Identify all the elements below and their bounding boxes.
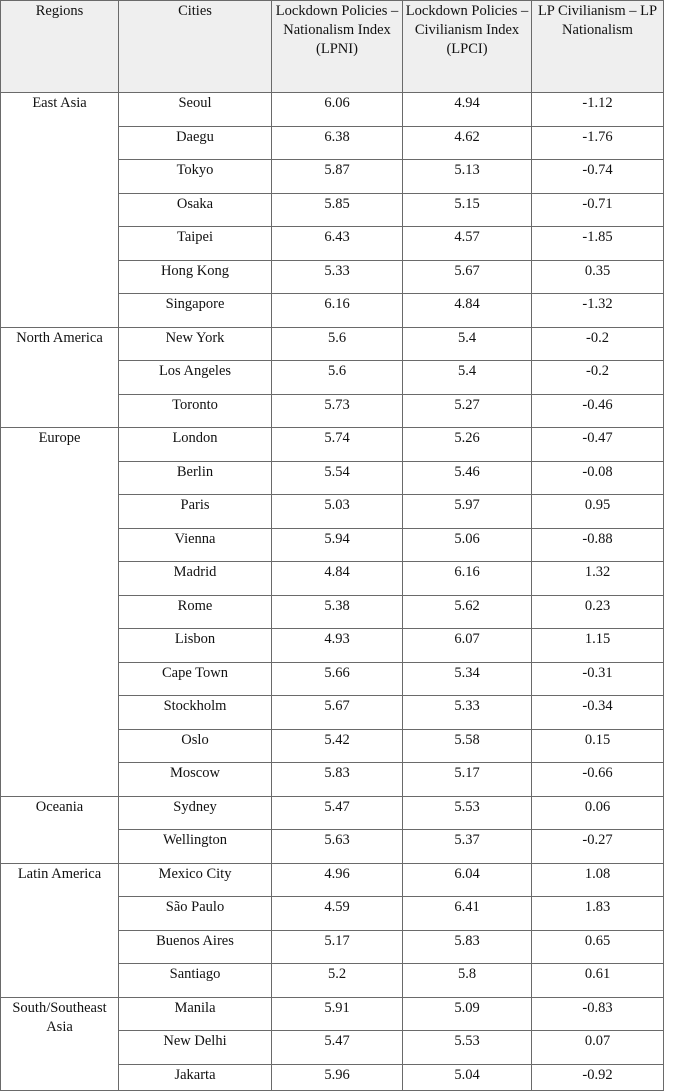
lpni-cell: 5.83 <box>272 763 403 797</box>
lpci-cell: 5.27 <box>403 394 532 428</box>
region-cell: South/Southeast Asia <box>1 997 119 1090</box>
table-body <box>1 93 664 1091</box>
city-cell: São Paulo <box>119 897 272 931</box>
city-cell: Buenos Aires <box>119 930 272 964</box>
lpci-cell: 5.06 <box>403 528 532 562</box>
lpci-cell: 6.07 <box>403 629 532 663</box>
lpni-cell: 5.96 <box>272 1064 403 1090</box>
lpci-cell: 5.17 <box>403 763 532 797</box>
lpci-cell: 5.62 <box>403 595 532 629</box>
difference-cell: -1.76 <box>532 126 664 160</box>
lpni-cell: 5.74 <box>272 428 403 462</box>
table-header <box>1 1 664 93</box>
city-cell: Taipei <box>119 227 272 261</box>
table-row <box>1 863 664 897</box>
table-row <box>1 997 664 1031</box>
lpni-cell: 5.66 <box>272 662 403 696</box>
table-row <box>1 327 664 361</box>
difference-cell: -0.47 <box>532 428 664 462</box>
lpni-cell: 5.54 <box>272 461 403 495</box>
city-cell: Wellington <box>119 830 272 864</box>
city-cell: Paris <box>119 495 272 529</box>
difference-cell: 0.06 <box>532 796 664 830</box>
difference-cell: -0.83 <box>532 997 664 1031</box>
city-cell: Oslo <box>119 729 272 763</box>
header-lpni: Lockdown Policies – Nationalism Index (LPNI) <box>272 1 403 93</box>
city-cell: Lisbon <box>119 629 272 663</box>
region-cell: Oceania <box>1 796 119 863</box>
city-cell: New Delhi <box>119 1031 272 1065</box>
lpci-cell: 6.16 <box>403 562 532 596</box>
lpni-cell: 4.84 <box>272 562 403 596</box>
lpni-cell: 5.42 <box>272 729 403 763</box>
header-difference: LP Civilianism – LP Nationalism <box>532 1 664 93</box>
lpci-cell: 5.13 <box>403 160 532 194</box>
header-regions: Regions <box>1 1 119 93</box>
lpci-cell: 4.84 <box>403 294 532 328</box>
lpci-cell: 4.62 <box>403 126 532 160</box>
lpni-cell: 4.93 <box>272 629 403 663</box>
header-cities: Cities <box>119 1 272 93</box>
lpni-cell: 5.47 <box>272 1031 403 1065</box>
lpci-cell: 5.8 <box>403 964 532 998</box>
lpci-cell: 5.04 <box>403 1064 532 1090</box>
lpni-cell: 5.91 <box>272 997 403 1031</box>
city-cell: Los Angeles <box>119 361 272 395</box>
difference-cell: 1.08 <box>532 863 664 897</box>
lpci-cell: 5.53 <box>403 796 532 830</box>
city-cell: Vienna <box>119 528 272 562</box>
city-cell: Sydney <box>119 796 272 830</box>
difference-cell: 0.95 <box>532 495 664 529</box>
lpci-cell: 5.15 <box>403 193 532 227</box>
difference-cell: -0.92 <box>532 1064 664 1090</box>
table-row <box>1 93 664 127</box>
difference-cell: -0.08 <box>532 461 664 495</box>
lpni-cell: 6.16 <box>272 294 403 328</box>
lpci-cell: 4.57 <box>403 227 532 261</box>
city-cell: Santiago <box>119 964 272 998</box>
city-cell: Moscow <box>119 763 272 797</box>
lpni-cell: 5.33 <box>272 260 403 294</box>
lpci-cell: 5.33 <box>403 696 532 730</box>
lpni-cell: 5.73 <box>272 394 403 428</box>
lpni-cell: 5.6 <box>272 361 403 395</box>
difference-cell: 0.23 <box>532 595 664 629</box>
difference-cell: -0.27 <box>532 830 664 864</box>
difference-cell: -0.71 <box>532 193 664 227</box>
lpni-cell: 4.96 <box>272 863 403 897</box>
difference-cell: 0.15 <box>532 729 664 763</box>
table-row <box>1 796 664 830</box>
city-cell: Madrid <box>119 562 272 596</box>
lpni-cell: 5.85 <box>272 193 403 227</box>
lpni-cell: 6.06 <box>272 93 403 127</box>
city-cell: Osaka <box>119 193 272 227</box>
difference-cell: 0.07 <box>532 1031 664 1065</box>
header-lpci: Lockdown Policies – Civilianism Index (LPCI) <box>403 1 532 93</box>
header-row <box>1 1 664 93</box>
lpni-cell: 5.63 <box>272 830 403 864</box>
lpci-cell: 5.26 <box>403 428 532 462</box>
city-cell: Seoul <box>119 93 272 127</box>
lpci-cell: 5.4 <box>403 327 532 361</box>
lpni-cell: 5.87 <box>272 160 403 194</box>
difference-cell: 0.35 <box>532 260 664 294</box>
city-cell: Manila <box>119 997 272 1031</box>
lpni-cell: 5.2 <box>272 964 403 998</box>
lpci-cell: 5.46 <box>403 461 532 495</box>
lpci-cell: 6.41 <box>403 897 532 931</box>
difference-cell: -0.2 <box>532 327 664 361</box>
city-cell: Singapore <box>119 294 272 328</box>
difference-cell: -0.2 <box>532 361 664 395</box>
lpci-cell: 5.97 <box>403 495 532 529</box>
city-cell: Daegu <box>119 126 272 160</box>
lpci-cell: 4.94 <box>403 93 532 127</box>
city-cell: Mexico City <box>119 863 272 897</box>
lpni-cell: 6.38 <box>272 126 403 160</box>
lpci-cell: 5.4 <box>403 361 532 395</box>
difference-cell: 0.65 <box>532 930 664 964</box>
lpni-cell: 5.94 <box>272 528 403 562</box>
region-cell: East Asia <box>1 93 119 328</box>
lpci-cell: 5.53 <box>403 1031 532 1065</box>
difference-cell: 0.61 <box>532 964 664 998</box>
lpni-cell: 5.47 <box>272 796 403 830</box>
lpni-cell: 4.59 <box>272 897 403 931</box>
lpci-cell: 5.34 <box>403 662 532 696</box>
difference-cell: -0.34 <box>532 696 664 730</box>
city-cell: Berlin <box>119 461 272 495</box>
region-cell: Europe <box>1 428 119 797</box>
lpni-cell: 5.03 <box>272 495 403 529</box>
difference-cell: 1.15 <box>532 629 664 663</box>
difference-cell: -0.66 <box>532 763 664 797</box>
table-row <box>1 428 664 462</box>
difference-cell: 1.83 <box>532 897 664 931</box>
difference-cell: -0.88 <box>532 528 664 562</box>
city-cell: London <box>119 428 272 462</box>
lpci-cell: 5.83 <box>403 930 532 964</box>
difference-cell: -0.74 <box>532 160 664 194</box>
city-cell: Cape Town <box>119 662 272 696</box>
lpni-cell: 5.67 <box>272 696 403 730</box>
difference-cell: -0.46 <box>532 394 664 428</box>
lpni-cell: 5.6 <box>272 327 403 361</box>
city-cell: Stockholm <box>119 696 272 730</box>
lpci-cell: 5.67 <box>403 260 532 294</box>
difference-cell: -1.32 <box>532 294 664 328</box>
region-cell: Latin America <box>1 863 119 997</box>
lpci-cell: 5.37 <box>403 830 532 864</box>
difference-cell: -1.85 <box>532 227 664 261</box>
difference-cell: 1.32 <box>532 562 664 596</box>
lpci-cell: 5.58 <box>403 729 532 763</box>
city-cell: Toronto <box>119 394 272 428</box>
lpni-cell: 5.38 <box>272 595 403 629</box>
difference-cell: -1.12 <box>532 93 664 127</box>
lpni-cell: 5.17 <box>272 930 403 964</box>
lpci-cell: 5.09 <box>403 997 532 1031</box>
city-cell: Rome <box>119 595 272 629</box>
lpni-cell: 6.43 <box>272 227 403 261</box>
region-cell: North America <box>1 327 119 428</box>
city-cell: Hong Kong <box>119 260 272 294</box>
city-cell: New York <box>119 327 272 361</box>
lpci-cell: 6.04 <box>403 863 532 897</box>
city-cell: Jakarta <box>119 1064 272 1090</box>
difference-cell: -0.31 <box>532 662 664 696</box>
city-cell: Tokyo <box>119 160 272 194</box>
